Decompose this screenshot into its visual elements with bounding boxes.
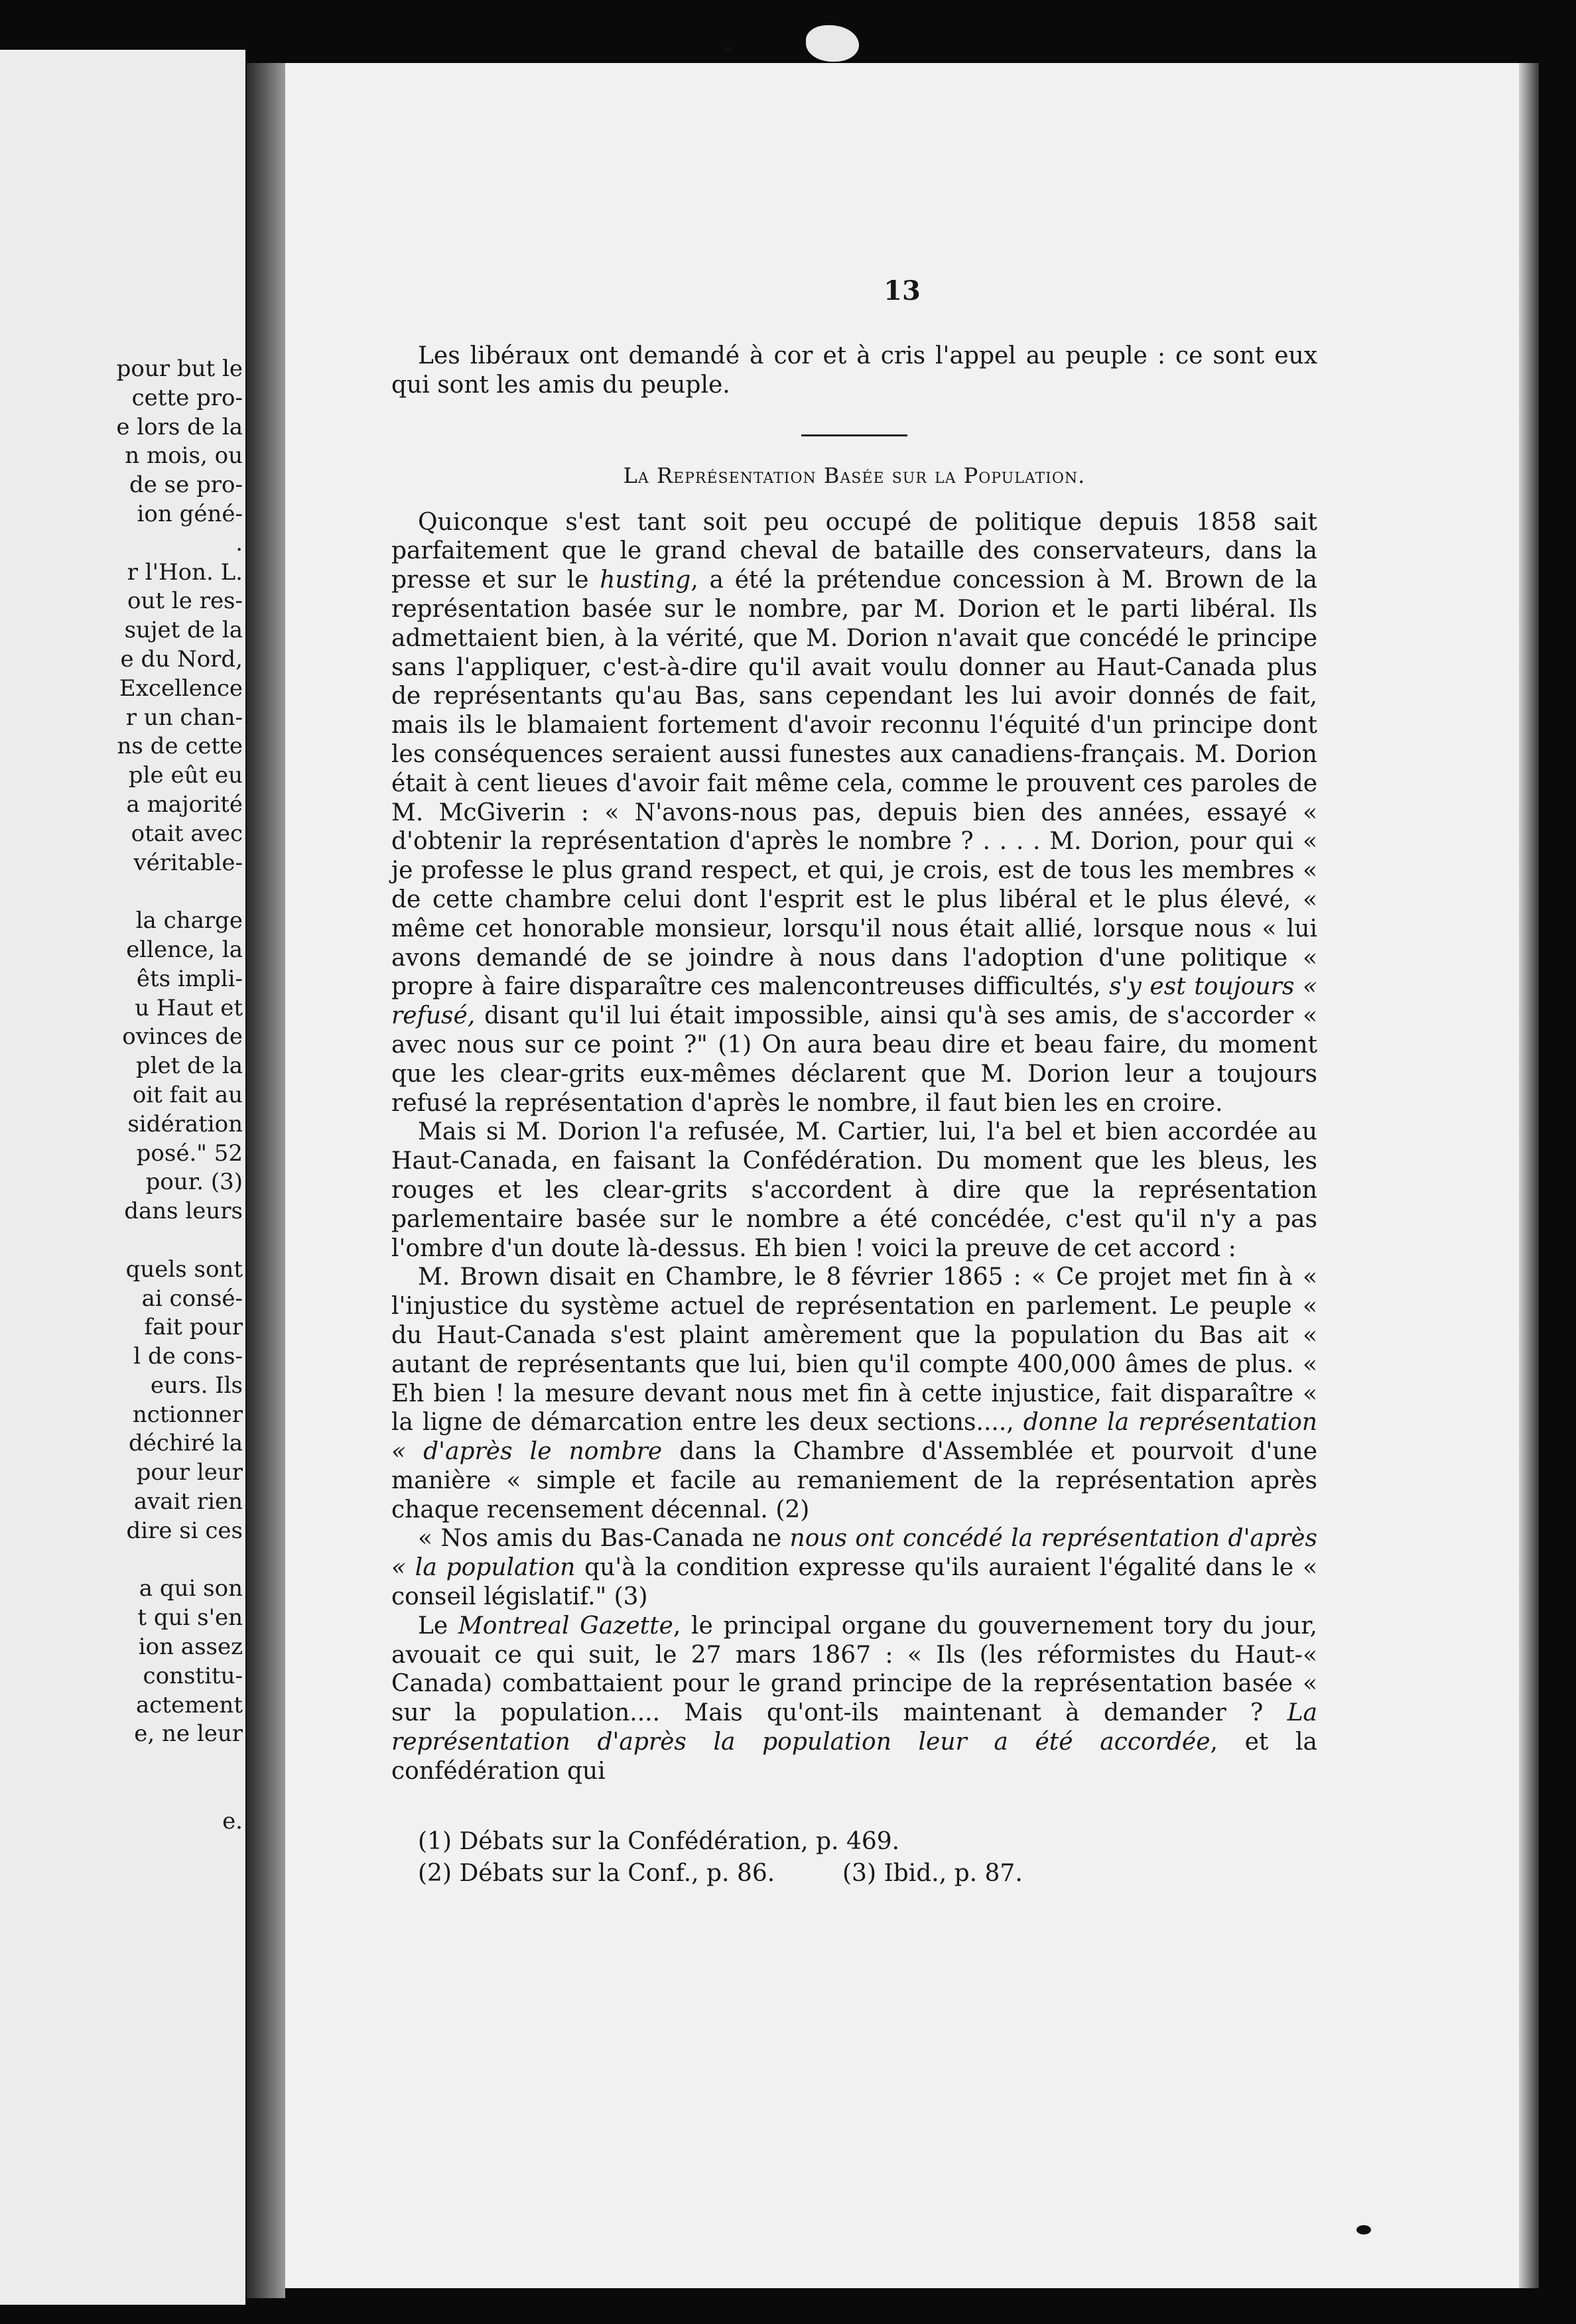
page-number: 13 bbox=[884, 275, 921, 306]
previous-page bbox=[0, 50, 245, 2305]
previous-page-line bbox=[0, 1226, 243, 1256]
previous-page-line: posé." 52 bbox=[136, 1139, 243, 1167]
previous-page-line: ple eût eu bbox=[128, 762, 243, 789]
paragraph-4: « Nos amis du Bas-Canada ne nous ont concédé la représentation d'après « la population qu'à la condition expresse qu'ils auraient l'égalité dans le « conseil législatif." (3) bbox=[391, 1525, 1318, 1611]
paragraph-1: Quiconque s'est tant soit peu occupé de politique depuis 1858 sait parfaitement que le grand cheval de bataille des conservateurs, dans la presse et sur le husting, a été la prétendue concession à M. Brown de la représentation basée sur le nombre, par M. Dorion et le parti libéral. Ils admettaient bien, à la vérité, que M. Dorion n'avait que concédé le principe sans l'appliquer, c'est-à-dire qu'il avait voulu donner au Haut-Canada plus de représentants qu'au Bas, sans cependant les lui avoir donnés de fait, mais ils le blamaient fortement d'avoir reconnu l'équité d'un principe dont les conséquences seraient aussi funestes aux canadiens-français. M. Dorion était à cent lieues d'avoir fait même cela, comme le prouvent ces paroles de M. McGiverin : « N'avons-nous pas, depuis bien des années, essayé « d'obtenir la représentation d'après le nombre ? . . . . M. Dorion, pour qui « je professe le plus grand respect, et qui, je crois, est de tous les membres « de cette chambre celui dont l'esprit est le plus libéral et le plus élevé, « même cet honorable monsieur, lorsqu'il nous était allié, lorsque nous « lui avons demandé de se joindre à nous dans l'adoption d'une politique « propre à faire disparaître ces malencontreuses difficultés, s'y est toujours « refusé, disant qu'il lui était impossible, ainsi qu'à ses amis, de s'accorder « avec nous sur ce point ?" (1) On aura beau dire et beau faire, du moment que les clear-grits eux-mêmes déclarent que M. Dorion leur a toujours refusé la représentation d'après le nombre, il faut bien les en croire. bbox=[391, 508, 1318, 1117]
section-heading: La Représentation Basée sur la Population. bbox=[623, 462, 1086, 488]
previous-page-line: . bbox=[235, 529, 243, 556]
previous-page-line: sujet de la bbox=[124, 617, 243, 644]
scan-speck bbox=[1356, 2225, 1371, 2234]
previous-page-line: véritable- bbox=[133, 849, 243, 876]
previous-page-line: ai consé- bbox=[141, 1285, 243, 1312]
previous-page-line: eurs. Ils bbox=[150, 1372, 243, 1399]
footnote-3: (3) Ibid., p. 87. bbox=[842, 1859, 1023, 1887]
intro-paragraph: Les libéraux ont demandé à cor et à cris l'appel au peuple : ce sont eux qui sont les amis du peuple. bbox=[391, 342, 1317, 399]
previous-page-line: ns de cette bbox=[117, 733, 243, 760]
page-body bbox=[391, 342, 1317, 1890]
previous-page-line: n mois, ou bbox=[125, 442, 243, 470]
previous-page-line: nctionner bbox=[132, 1401, 243, 1428]
previous-page-line: quels sont bbox=[125, 1256, 243, 1283]
previous-page-line: r l'Hon. L. bbox=[127, 558, 243, 586]
previous-page-line: dans leurs bbox=[124, 1198, 243, 1225]
previous-page-line bbox=[0, 1546, 243, 1575]
previous-page-line: ellence, la bbox=[126, 936, 243, 963]
previous-page-line: pour. (3) bbox=[145, 1169, 243, 1196]
paragraph-2: Mais si M. Dorion l'a refusée, M. Cartier, lui, l'a bel et bien accordée au Haut-Canada, en faisant la Confédération. Du moment que les bleus, les rouges et les clear-grits s'accordent à dire que la représentation parlementaire basée sur le nombre a été concédée, c'est qu'il n'y a pas l'ombre d'un doute là-dessus. Eh bien ! voici la preuve de cet accord : bbox=[391, 1118, 1317, 1262]
previous-page-line: ion assez bbox=[138, 1634, 243, 1661]
previous-page-line: ion géné- bbox=[137, 500, 243, 527]
footnotes bbox=[391, 1826, 1317, 1890]
previous-page-line: sidération bbox=[127, 1110, 243, 1137]
section-divider bbox=[801, 434, 907, 436]
scan-speck bbox=[724, 46, 732, 52]
previous-page-line: ovinces de bbox=[122, 1023, 243, 1051]
previous-page-line: actement bbox=[135, 1691, 243, 1718]
previous-page-line: u Haut et bbox=[135, 994, 243, 1021]
previous-page-line: Excellence bbox=[119, 675, 243, 702]
previous-page-line: constitu- bbox=[143, 1662, 243, 1689]
previous-page-line: pour leur bbox=[136, 1459, 243, 1486]
previous-page-line: la charge bbox=[135, 907, 243, 935]
previous-page-line: oit fait au bbox=[132, 1081, 243, 1108]
scanned-page bbox=[285, 63, 1519, 2288]
previous-page-line: êts impli- bbox=[136, 965, 243, 992]
footnote-2: (2) Débats sur la Conf., p. 86. bbox=[418, 1859, 775, 1887]
book-gutter bbox=[247, 63, 285, 2298]
page-edge bbox=[1519, 63, 1539, 2288]
previous-page-line: pour but le bbox=[116, 355, 243, 382]
previous-page-line: avait rien bbox=[133, 1488, 243, 1516]
previous-page-line: e. bbox=[222, 1807, 243, 1835]
previous-page-line: a majorité bbox=[126, 791, 243, 818]
previous-page-line: out le res- bbox=[127, 588, 243, 615]
previous-page-line: plet de la bbox=[135, 1053, 243, 1080]
previous-page-line: e lors de la bbox=[116, 413, 243, 440]
previous-page-line: r un chan- bbox=[125, 704, 243, 731]
previous-page-line bbox=[0, 1778, 243, 1807]
previous-page-line: de se pro- bbox=[129, 472, 243, 499]
previous-page-line: l de cons- bbox=[133, 1343, 243, 1370]
previous-page-text bbox=[0, 355, 243, 1837]
previous-page-line: déchiré la bbox=[128, 1430, 243, 1457]
previous-page-line: fait pour bbox=[144, 1314, 243, 1341]
previous-page-line: cette pro- bbox=[131, 384, 243, 411]
scan-blemish bbox=[806, 25, 859, 62]
paragraph-5: Le Montreal Gazette, le principal organe du gouvernement tory du jour, avouait ce qui suit, le 27 mars 1867 : « Ils (les réformistes du Haut-« Canada) combattaient pour le grand principe de la représentation basée « sur la population.... Mais qu'ont-ils maintenant à demander ? La représentation d'après la population leur a été accordée, et la confédération qui bbox=[391, 1612, 1318, 1785]
previous-page-line bbox=[0, 1749, 243, 1778]
previous-page-line: otait avec bbox=[131, 820, 243, 847]
previous-page-line: e du Nord, bbox=[120, 645, 243, 673]
previous-page-line: dire si ces bbox=[126, 1517, 243, 1544]
previous-page-line: t qui s'en bbox=[137, 1604, 243, 1632]
footnote-1: (1) Débats sur la Confédération, p. 469. bbox=[418, 1827, 900, 1855]
previous-page-line bbox=[0, 877, 243, 907]
paragraph-3: M. Brown disait en Chambre, le 8 février 1865 : « Ce projet met fin à « l'injustice du système actuel de représentation en parlement. Le peuple « du Haut-Canada s'est plaint amèrement que la population du Bas ait « autant de représentants que lui, bien qu'il compte 400,000 âmes de plus. « Eh bien ! la mesure devant nous met fin à cette injustice, fait disparaître « la ligne de démarcation entre les deux sections...., donne la représentation « d'après le nombre dans la Chambre d'Assemblée et pourvoit d'une manière « simple et facile au remaniement de la représentation après chaque recensement décennal. (2) bbox=[391, 1263, 1317, 1523]
previous-page-line: a qui son bbox=[139, 1575, 243, 1602]
previous-page-line: e, ne leur bbox=[134, 1720, 243, 1748]
